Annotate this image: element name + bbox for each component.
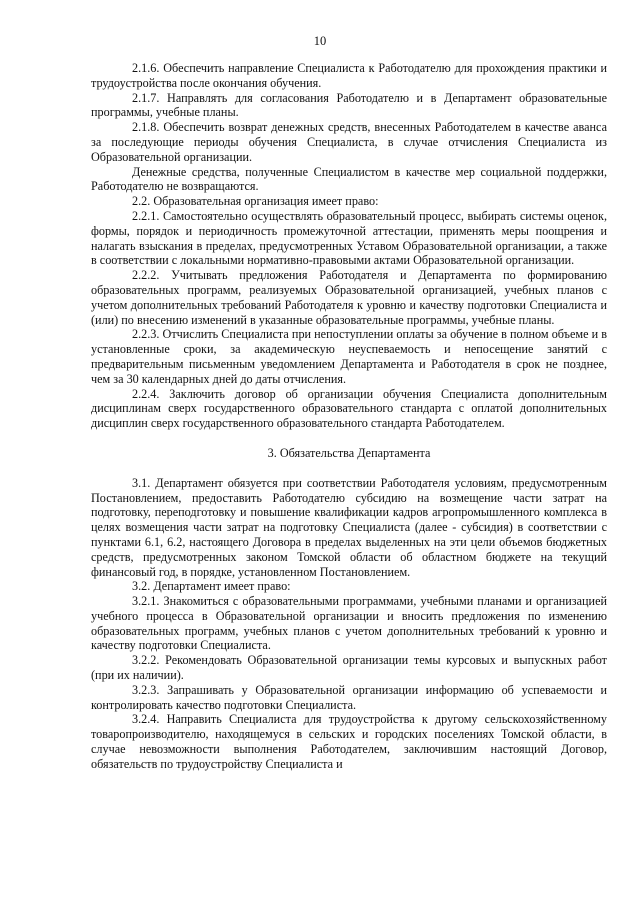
document-body — [91, 61, 607, 772]
paragraph-3-2: 3.2. Департамент имеет право: — [132, 579, 291, 594]
paragraph-2-2-3: 2.2.3. Отчислить Специалиста при непоступлении оплаты за обучение в полном объеме и в установленные сроки, за академическую неуспеваемость и непосещение занятий с предварительным письменным уведомлением Департамента и Работодателя в срок не позднее, чем за 30 календарных дней до даты отчисления. — [91, 327, 607, 386]
paragraph-3-2-1: 3.2.1. Знакомиться с образовательными программами, учебными планами и организацией учебного процесса в Образовательной организации и вносить предложения по изменению образовательных программ, учебных планов с учетом дополнительных требований к уровню и качеству подготовки Специалиста. — [91, 594, 607, 653]
paragraph-3-2-2: 3.2.2. Рекомендовать Образовательной организации темы курсовых и выпускных работ (при их наличии). — [91, 653, 607, 683]
paragraph-2-2-4: 2.2.4. Заключить договор об организации обучения Специалиста дополнительным дисциплинам сверх государственного образовательного стандарта с оплатой дополнительных дисциплин сверх государственного образовательного стандарта Работодателем. — [91, 386, 607, 431]
paragraph-2-2-2: 2.2.2. Учитывать предложения Работодателя и Департамента по формированию образовательных программ, реализуемых Образовательной организацией, учебных планов с учетом дополнительных требований Работодателя к уровню и качеству подготовки Специалиста и (или) по внесению изменений в указанные образовательные программы, учебные планы. — [91, 268, 607, 327]
page-number: 10 — [313, 34, 327, 48]
paragraph-2-2-1: 2.2.1. Самостоятельно осуществлять образовательный процесс, выбирать системы оценок, формы, порядок и периодичность промежуточной аттестации, применять меры поощрения и налагать взыскания в пределах, предусмотренных Уставом Образовательной организации, а также в соответствии с локальными нормативно-правовыми актами Образовательной организации. — [91, 208, 607, 268]
paragraph-2-1-6: 2.1.6. Обеспечить направление Специалиста к Работодателю для прохождения практики и трудоустройства после окончания обучения. — [91, 61, 607, 90]
paragraph-2-1-7: 2.1.7. Направлять для согласования Работодателю и в Департамент образовательные программы, учебные планы. — [91, 90, 607, 120]
paragraph-2-2: 2.2. Образовательная организация имеет право: — [132, 194, 379, 209]
paragraph-3-2-3: 3.2.3. Запрашивать у Образовательной организации информацию об успеваемости и контролировать качество подготовки Специалиста. — [91, 682, 607, 712]
paragraph-2-1-8: 2.1.8. Обеспечить возврат денежных средств, внесенных Работодателем в качестве аванса за последующие периоды обучения Специалиста, в случае отчисления Специалиста из Образовательной организации. — [91, 120, 607, 164]
section-heading: 3. Обязательства Департамента — [267, 445, 431, 460]
paragraph-3-2-4: 3.2.4. Направить Специалиста для трудоустройства к другому сельскохозяйственному товаропроизводителю, находящемуся в сельских и городских поселениях Томской области, в случае невозможности выполнения Работодателем, заключившим настоящий Договор, обязательств по трудоустройству Специалиста и — [91, 712, 607, 771]
paragraph-3-1: 3.1. Департамент обязуется при соответствии Работодателя условиям, предусмотренным Постановлением, предоставить Работодателю субсидию на возмещение части затрат на подготовку, переподготовку и повышение квалификации кадров агропромышленного комплекса в целях возмещения части затрат на подготовку Специалиста (далее - субсидия) в соответствии с пунктами 6.1, 6.2, настоящего Договора в пределах выделенных на эти цели объемов бюджетных средств, предусмотренных законом Томской области об областном бюджете на текущий финансовый год, в порядке, установленном Постановлением. — [91, 475, 607, 579]
paragraph-funds-note: Денежные средства, полученные Специалистом в качестве мер социальной поддержки, Работодателю не возвращаются. — [91, 164, 607, 194]
